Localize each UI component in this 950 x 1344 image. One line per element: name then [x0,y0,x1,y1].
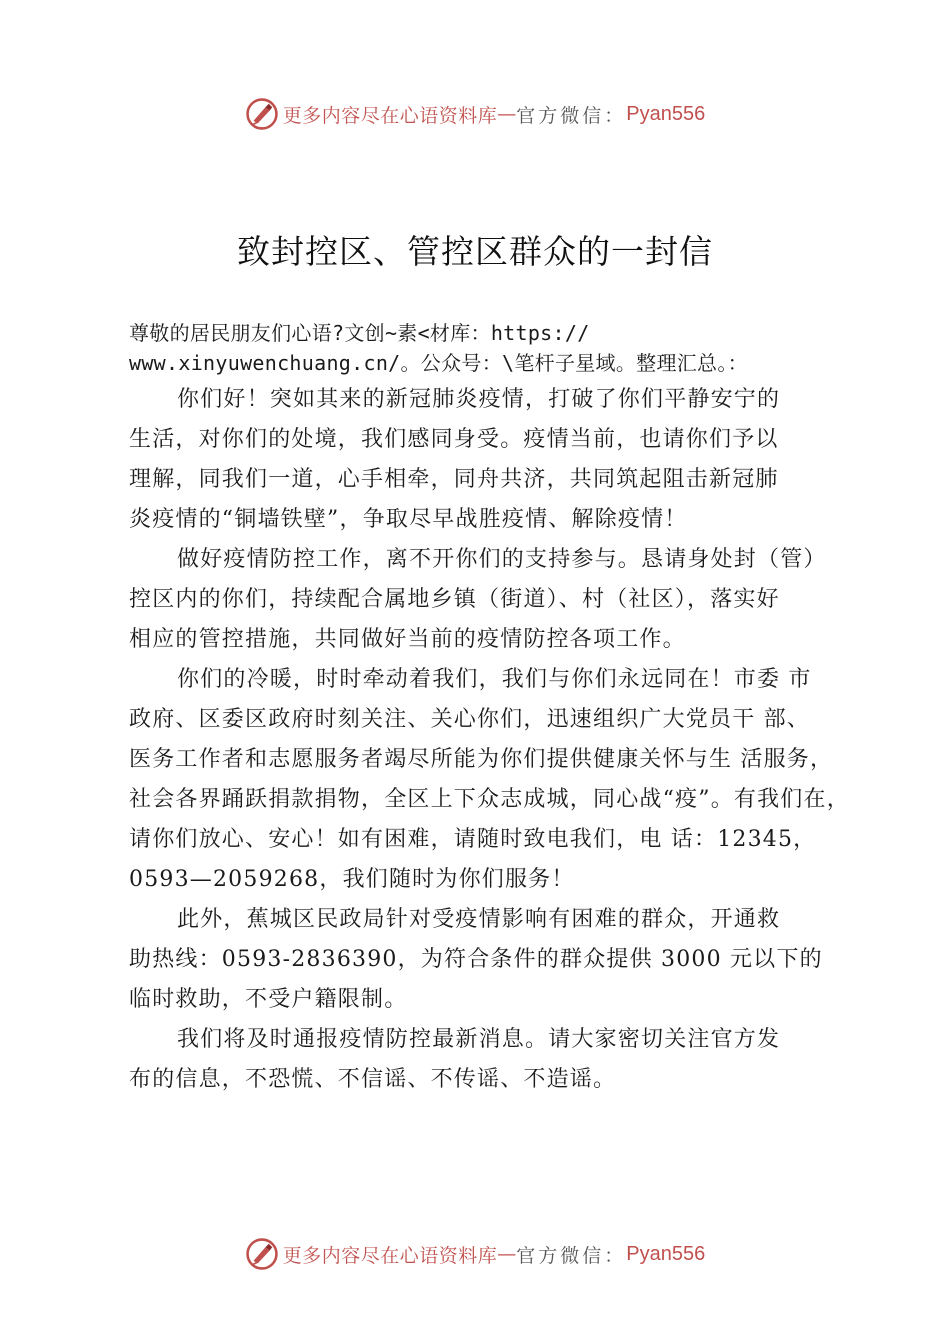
banner-separator: — [497,103,517,125]
paragraph-line: 做好疫情防控工作，离不开你们的支持参与。恳请身处封（管） [177,547,827,572]
footer-banner [0,1236,950,1272]
paragraph-line: 生活，对你们的处境，我们感同身受。疫情当前，也请你们予以 [129,427,779,452]
paragraph-line: 政府、区委区政府时刻关注、关心你们，迅速组织广大党员干 部、 [129,707,810,732]
pen-logo-icon [245,97,279,131]
wechat-id: Pyan556 [626,102,706,125]
paragraph-line: 临时救助，不受户籍限制。 [129,987,408,1012]
letter-body [129,320,869,1100]
brand-text: 更多内容尽在心语资料库 [282,1244,498,1267]
paragraph-line: 医务工作者和志愿服务者竭尽所能为你们提供健康关怀与生 活服务， [129,747,834,772]
paragraph-line: 你们好！突如其来的新冠肺炎疫情，打破了你们平静安宁的 [177,387,781,412]
letter-title: 致封控区、管控区群众的一封信 [237,232,713,271]
paragraph-line: 助热线：0593-2836390，为符合条件的群众提供 3000 元以下的 [129,947,823,972]
paragraph-line: 炎疫情的“铜墙铁壁”，争取尽早战胜疫情、解除疫情！ [129,507,688,532]
wechat-id: Pyan556 [626,1242,706,1265]
banner-separator: — [497,1243,517,1265]
brand-text: 更多内容尽在心语资料库 [282,104,498,127]
wechat-label: 官方微信： [516,104,627,127]
paragraph-line: 你们的冷暖，时时牵动着我们，我们与你们永远同在！市委 市 [177,667,812,692]
paragraph-line: 此外，蕉城区民政局针对受疫情影响有困难的群众，开通救 [177,907,781,932]
paragraph-line: 0593—2059268，我们随时为你们服务！ [129,867,575,892]
intro-line: www.xinyuwenchuang.cn/。公众号：\笔杆子星域。整理汇总。： [129,351,748,375]
intro-line: 尊敬的居民朋友们心语?文创~素<材库：https:// [129,321,590,345]
paragraph-line: 相应的管控措施，共同做好当前的疫情防控各项工作。 [129,627,686,652]
paragraph-line: 布的信息，不恐慌、不信谣、不传谣、不造谣。 [129,1067,617,1092]
header-banner [0,96,950,132]
paragraph-line: 社会各界踊跃捐款捐物，全区上下众志成城，同心战“疫”。有我们在， [129,787,850,812]
paragraph-line: 我们将及时通报疫情防控最新消息。请大家密切关注官方发 [177,1027,781,1052]
paragraph-line: 请你们放心、安心！如有困难，请随时致电我们，电 话：12345， [129,827,817,852]
paragraph-line: 理解，同我们一道，心手相牵，同舟共济，共同筑起阻击新冠肺 [129,467,779,492]
pen-logo-icon [245,1237,279,1271]
wechat-label: 官方微信： [516,1244,627,1267]
paragraph-line: 控区内的你们，持续配合属地乡镇（街道）、村（社区），落实好 [129,587,780,612]
